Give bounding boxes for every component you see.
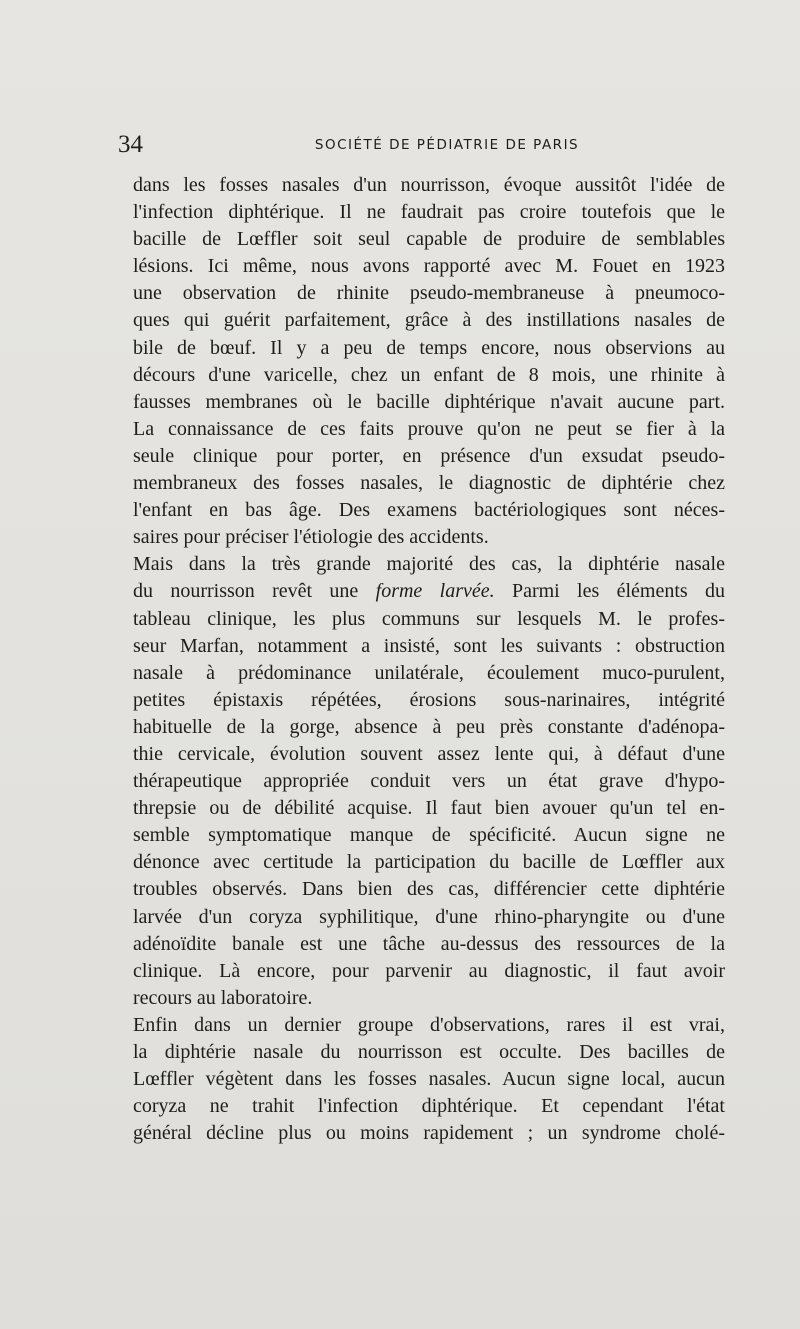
text-line: La connaissance de ces faits prouve qu'on ne peut se fier à la	[133, 417, 725, 440]
text-line: bile de bœuf. Il y a peu de temps encore, nous observions au	[133, 336, 725, 359]
text-line: Enfin dans un dernier groupe d'observations, rares il est vrai,	[133, 1013, 725, 1036]
text-line: une observation de rhinite pseudo-membraneuse à pneumoco-	[133, 282, 725, 305]
text-line: seule clinique pour porter, en présence d'un exsudat pseudo-	[133, 444, 725, 467]
body-text	[133, 172, 725, 1147]
text-line: dans les fosses nasales d'un nourrisson, évoque aussitôt l'idée de	[133, 174, 725, 196]
text-line: bacille de Lœffler soit seul capable de produire de semblables	[133, 228, 725, 251]
text-line: thie cervicale, évolution souvent assez lente qui, à défaut d'une	[133, 742, 725, 765]
text-line: seur Marfan, notamment a insisté, sont les suivants : obstruction	[133, 634, 725, 657]
page-number: 34	[118, 131, 143, 158]
text-line: troubles observés. Dans bien des cas, différencier cette diphtérie	[133, 878, 725, 901]
text-line: l'infection diphtérique. Il ne faudrait pas croire toutefois que le	[133, 201, 725, 224]
text-line: clinique. Là encore, pour parvenir au diagnostic, il faut avoir	[133, 959, 725, 982]
text-line: l'enfant en bas âge. Des examens bactériologiques sont néces-	[133, 499, 725, 522]
text-line: la diphtérie nasale du nourrisson est occulte. Des bacilles de	[133, 1041, 725, 1063]
text-line: dénonce avec certitude la participation du bacille de Lœffler aux	[133, 851, 725, 874]
journal-title: SOCIÉTÉ DE PÉDIATRIE DE PARIS	[314, 137, 580, 153]
text-line: ques qui guérit parfaitement, grâce à des instillations nasales de	[133, 309, 725, 332]
text-line: tableau clinique, les plus communs sur lesquels M. le profes-	[133, 607, 725, 630]
running-head	[116, 130, 738, 160]
text-line: général décline plus ou moins rapidement ; un syndrome cholé-	[133, 1122, 725, 1145]
text-line: Lœffler végètent dans les fosses nasales. Aucun signe local, aucun	[133, 1068, 725, 1091]
text-line: saires pour préciser l'étiologie des accidents.	[133, 526, 489, 549]
text-line: recours au laboratoire.	[133, 986, 313, 1009]
text-line: coryza ne trahit l'infection diphtérique. Et cependant l'état	[133, 1095, 725, 1118]
text-line: larvée d'un coryza syphilitique, d'une rhino-pharyngite ou d'une	[133, 905, 725, 928]
italic-term: forme larvée.	[375, 580, 495, 603]
text-line: threpsie ou de débilité acquise. Il faut bien avouer qu'un tel en-	[133, 797, 725, 820]
text-line: petites épistaxis répétées, érosions sous-narinaires, intégrité	[133, 688, 725, 711]
text-segment: du nourrisson revêt une	[133, 580, 359, 603]
text-line: décours d'une varicelle, chez un enfant de 8 mois, une rhinite à	[133, 363, 725, 386]
text-line: nasale à prédominance unilatérale, écoulement muco-purulent,	[133, 661, 725, 684]
text-line: thérapeutique appropriée conduit vers un état grave d'hypo-	[133, 770, 725, 793]
text-line: lésions. Ici même, nous avons rapporté avec M. Fouet en 1923	[133, 255, 725, 278]
text-line: Mais dans la très grande majorité des cas, la diphtérie nasale	[133, 553, 725, 576]
text-line: habituelle de la gorge, absence à peu près constante d'adénopa-	[133, 715, 725, 738]
text-line: adénoïdite banale est une tâche au-dessus des ressources de la	[133, 932, 725, 955]
text-segment: Parmi les éléments du	[511, 580, 726, 603]
text-line-mixed	[133, 578, 725, 605]
text-line: semble symptomatique manque de spécificité. Aucun signe ne	[133, 824, 725, 847]
text-line: membraneux des fosses nasales, le diagnostic de diphtérie chez	[133, 472, 725, 495]
text-line: fausses membranes où le bacille diphtérique n'avait aucune part.	[133, 390, 725, 413]
